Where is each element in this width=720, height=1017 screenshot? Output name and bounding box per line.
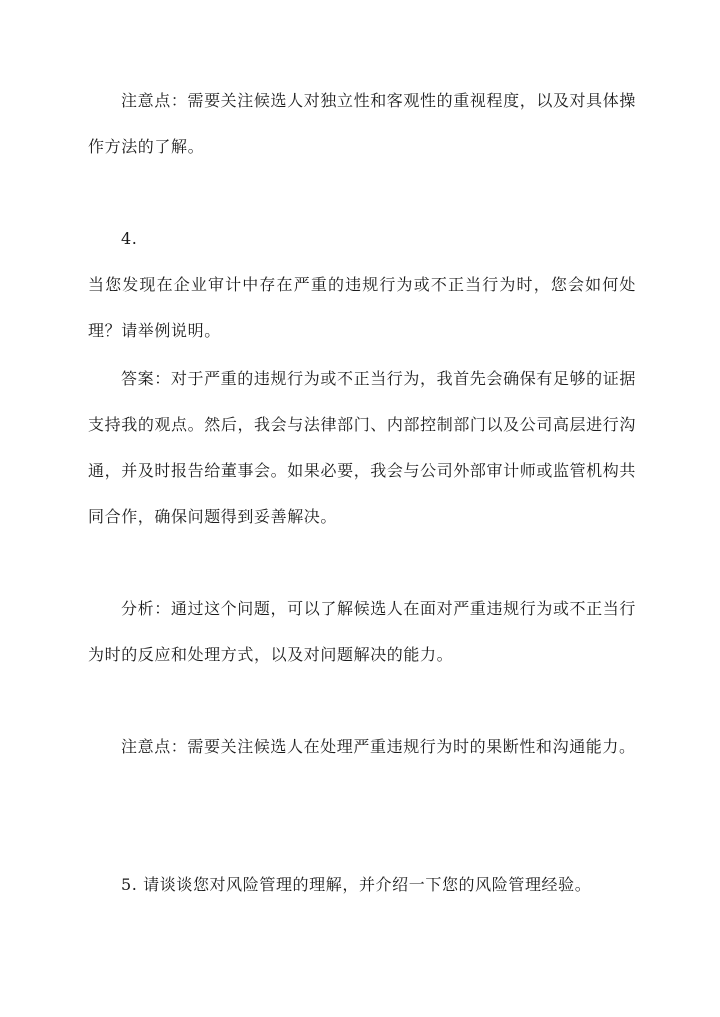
question-5-text: 5. 请谈谈您对风险管理的理解，并介绍一下您的风险管理经验。 <box>121 875 592 894</box>
analysis-paragraph: 分析：通过这个问题，可以了解候选人在面对严重违规行为或不正当行为时的反应和处理方式，以及对问题解决的能力。 <box>88 599 636 664</box>
question-4-text: 当您发现在企业审计中存在严重的违规行为或不正当行为时，您会如何处理？请举例说明。 <box>88 275 636 340</box>
question-number-4: 4. <box>121 229 138 248</box>
note-paragraph-decisiveness: 注意点：需要关注候选人在处理严重违规行为时的果断性和沟通能力。 <box>121 737 636 756</box>
note-paragraph-independence: 注意点：需要关注候选人对独立性和客观性的重视程度，以及对具体操作方法的了解。 <box>88 91 636 156</box>
answer-paragraph: 答案：对于严重的违规行为或不正当行为，我首先会确保有足够的证据支持我的观点。然后，我会与法律部门、内部控制部门以及公司高层进行沟通，并及时报告给董事会。如果必要，我会与公司外部审计师或监管机构共同合作，确保问题得到妥善解决。 <box>88 369 636 526</box>
